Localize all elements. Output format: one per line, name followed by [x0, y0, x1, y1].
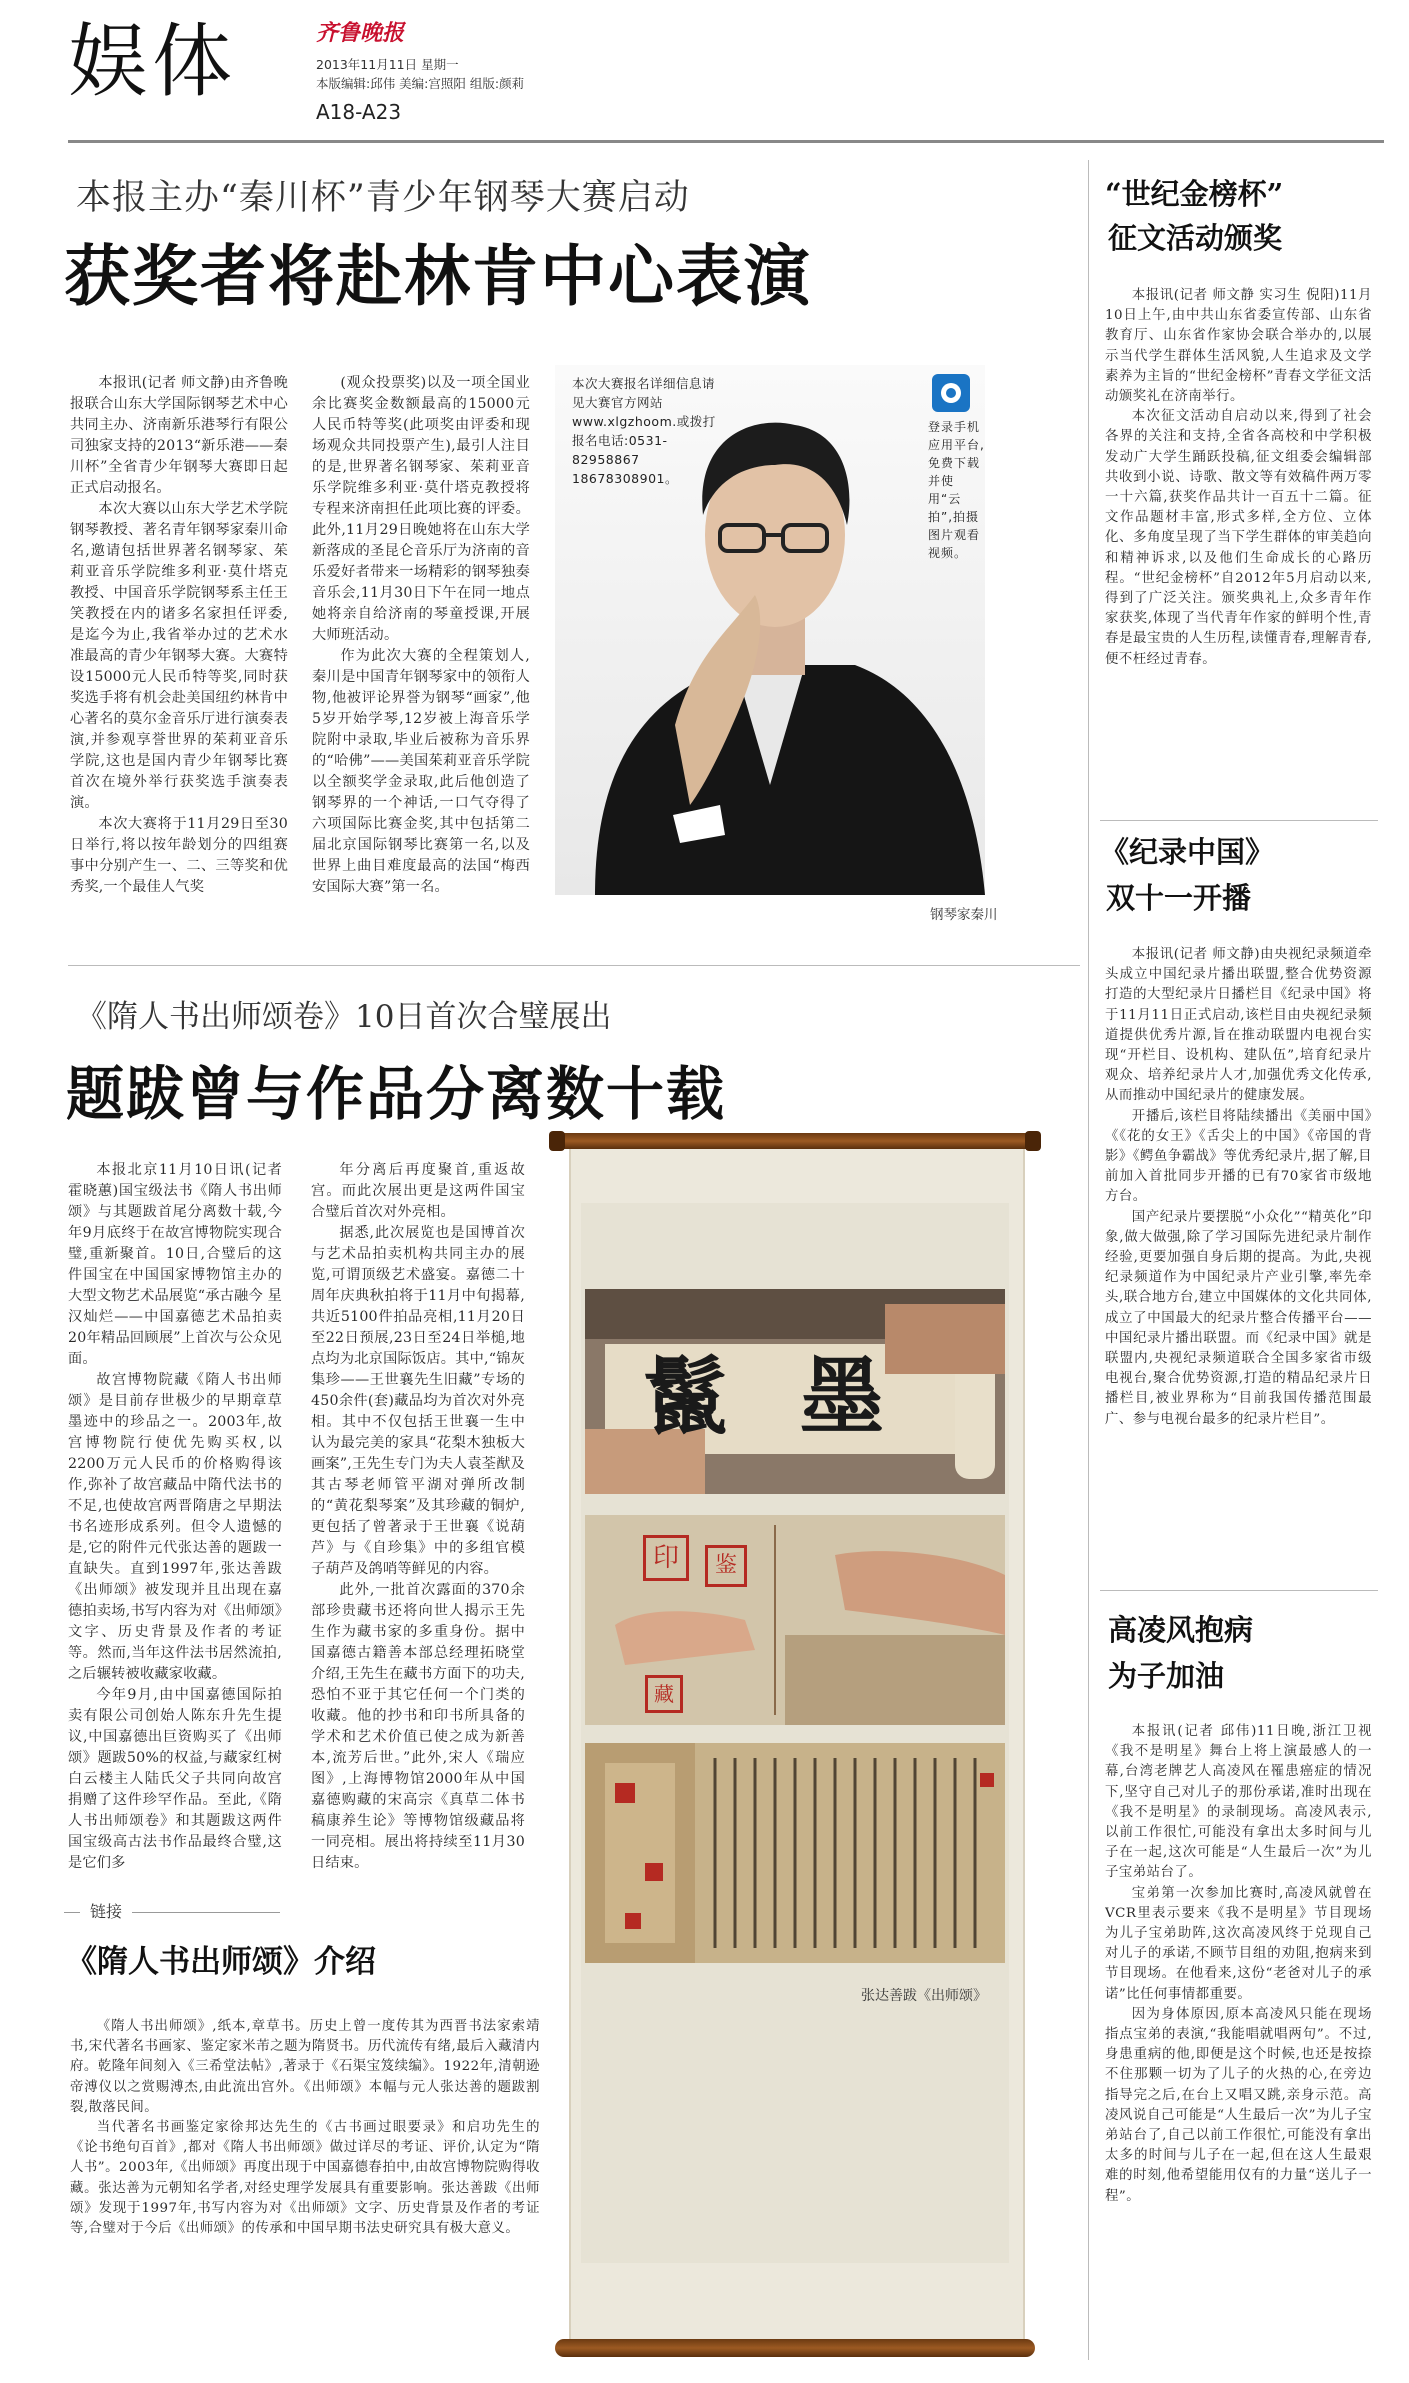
seal-mark-1: 印	[643, 1535, 689, 1581]
right-column-divider	[1088, 160, 1089, 2360]
calligraphy-para: 年分离后再度聚首,重返故宫。而此次展出更是这两件国宝合璧后首次对外亮相。	[311, 1162, 525, 1220]
editor-credits: 本版编辑:邱伟 美编:宫照阳 组版:颜莉	[316, 76, 525, 91]
sidebar-para: 《隋人书出师颂》,纸本,章草书。历史上曾一度传其为西晋书法家索靖书,宋代著名书画家、鉴定家米芾之题为隋贤书。历代流传有绪,最后入藏清内府。乾隆年间刻入《三希堂法帖》,著录于《石渠宝笈续编》。1922年,清朝逊帝溥仪以之赏赐溥杰,由此流出宫外。《出师颂》本幅与元人张达善的题跋割裂,散落民间。	[70, 2019, 540, 2115]
seal-mark-2: 鉴	[705, 1545, 747, 1587]
masthead	[0, 0, 1409, 150]
piano-column-2	[312, 373, 530, 923]
essay-para: 本报讯(记者 师文静 实习生 倪阳)11月10日上午,由中共山东省委宣传部、山东省教育厅、山东省作家协会联合举办的,以展示当代学生群体生活风貌,人生追求及文学素养为主旨的“世纪金榜杯”青春文学征文活动颁奖礼在济南举行。	[1105, 288, 1372, 405]
calligraphy-banner-photo	[585, 1289, 1005, 1494]
inscription-photo	[585, 1743, 1005, 1963]
gao-headline-2: 为子加油	[1108, 1659, 1225, 1693]
issue-date: 2013年11月11日 星期一	[316, 57, 459, 72]
docu-body	[1105, 945, 1372, 1555]
piano-para: 本次大赛将于11月29日至30日举行,将以按年龄划分的四组赛事中分别产生一、二、三等奖和优秀奖,一个最佳人气奖	[70, 816, 288, 895]
calligraphy-column-1	[68, 1160, 282, 1910]
calligraphy-para: 本报北京11月10日讯(记者 霍晓蕙)国宝级法书《隋人书出师颂》与其题跋首尾分离数十载,今年9月底终于在故宫博物院实现合璧,重新聚首。10日,合璧后的这件国宝在中国国家博物馆主办的大型文物艺术品展览“承古融今 星汉灿烂——中国嘉德艺术品拍卖20年精品回顾展”上首次与公众见面。	[68, 1162, 282, 1367]
hanging-scroll	[555, 1133, 1035, 2373]
docu-para: 开播后,该栏目将陆续播出《美丽中国》《《花的女王》《舌尖上的中国》《帝国的背影》《鳄鱼争霸战》等优秀纪录片,据了解,目前加入首批同步开播的已有70家省市级地方台。	[1105, 1108, 1372, 1205]
inscription-illustration	[585, 1743, 1005, 1963]
essay-headline-1: “世纪金榜杯”	[1105, 177, 1284, 211]
piano-para: 作为此次大赛的全程策划人,秦川是中国青年钢琴家中的领衔人物,他被评论界誉为钢琴“画家”,他5岁开始学琴,12岁被上海音乐学院附中录取,毕业后被称为音乐界的“哈佛”——美国茱莉亚音乐学院以全额奖学金录取,此后他创造了钢琴界的一个神话,一口气夺得了六项国际比赛金奖,其中包括第二届北京国际钢琴比赛第一名,以及世界上曲目难度最高的法国“梅西安国际大赛”第一名。	[312, 648, 530, 895]
calligraphy-para: 故宫博物院藏《隋人书出师颂》是目前存世极少的早期章草墨迹中的珍品之一。2003年,故宫博物院行使优先购买权,以2200万元人民币的价格购得该作,弥补了故宫藏品中隋代法书的不足,也使故宫两晋隋唐之早期法书名迹形成系列。但令人遗憾的是,它的附件元代张达善的题跋一直缺失。直到1997年,张达善跋《出师颂》被发现并且出现在嘉德拍卖场,书写内容为对《出师颂》文字、历史背景及作者的考证等。然而,当年这件法书居然流拍,之后辗转被收藏家收藏。	[68, 1372, 282, 1682]
banner-glyph-left: 鬣	[643, 1347, 728, 1446]
docu-headline-1: 《纪录中国》	[1100, 835, 1275, 869]
masthead-rule	[68, 140, 1384, 143]
calligraphy-para: 据悉,此次展览也是国博首次与艺术品拍卖机构共同主办的展览,可谓顶级艺术盛宴。嘉德二十周年庆典秋拍将于11月中旬揭幕,共近5100件拍品亮相,11月20日至22日预展,23日至24日举槌,地点均为北京国际饭店。其中,“锦灰集珍——王世襄先生旧藏”专场的450余件(套)藏品均为首次对外亮相。其中不仅包括王世襄一生中认为最完美的家具“花梨木独板大画案”,王先生专门为夫人袁荃猷及其古琴老师管平湖对弹所改制的“黄花梨琴案”及其珍藏的铜炉,更包括了曾著录于王世襄《说葫芦》与《自珍集》中的多组官模子葫芦及鸽哨等鲜见的内容。	[311, 1225, 525, 1577]
calligraphy-kicker: 《隋人书出师颂卷》10日首次合璧展出	[76, 999, 612, 1035]
gao-body	[1105, 1722, 1372, 2362]
sidebar-tag: 链接	[80, 1900, 132, 1924]
scroll-bottom-roller	[555, 2339, 1035, 2357]
calligraphy-column-2	[311, 1160, 525, 1910]
sidebar-title: 《隋人书出师颂》介绍	[66, 1944, 376, 1980]
scroll-top-roller	[555, 1133, 1035, 1149]
signup-info: 本次大赛报名详细信息请见大赛官方网站www.xlgzhoom.或拨打报名电话:0531-82958867 18678308901。	[572, 376, 716, 486]
piano-para: 本次大赛以山东大学艺术学院钢琴教授、著名青年钢琴家秦川命名,邀请包括世界著名钢琴家、茱莉亚音乐学院维多利亚·莫什塔克教授、中国音乐学院钢琴系主任王笑教授在内的诸多名家担任评委,是迄今为止,我省举办过的艺术水准最高的青少年钢琴大赛。大赛特设15000元人民币特等奖,同时获奖选手将有机会赴美国纽约林肯中心著名的莫尔金音乐厅进行演奏表演,并参观享誉世界的茱莉亚音乐学院,这也是国内青少年钢琴比赛首次在境外举行获奖选手演奏表演。	[70, 501, 288, 811]
piano-column-1	[70, 373, 288, 923]
right-rule-1	[1100, 820, 1378, 821]
right-rule-2	[1100, 1590, 1378, 1591]
banner-glyph-right: 墨	[800, 1347, 885, 1446]
scroll-caption: 张达善跋《出师颂》	[861, 1988, 987, 2004]
essay-headline-2: 征文活动颁奖	[1108, 221, 1283, 255]
section-title: 娱体	[68, 15, 236, 108]
docu-headline-2: 双十一开播	[1106, 881, 1252, 915]
cloud-camera-icon-dot	[946, 388, 956, 398]
calligraphy-headline: 题跋曾与作品分离数十载	[66, 1060, 727, 1128]
gao-para: 宝弟第一次参加比赛时,高凌风就曾在VCR里表示要来《我不是明星》节目现场为儿子宝弟助阵,这次高凌风终于兑现自己对儿子的承诺,不顾节目组的劝阻,抱病来到节目现场。在他看来,这份“老爸对儿子的承诺”比任何事情都重要。	[1105, 1885, 1372, 2002]
docu-para: 本报讯(记者 师文静)由央视纪录频道牵头成立中国纪录片播出联盟,整合优势资源打造的大型纪录片日播栏目《纪录中国》将于11月11日正式启动,该栏目由央视纪录频道提供优秀片源,旨在推动联盟内电视台实现“开栏目、设机构、建队伍”,培育纪录片观众、培养纪录片人才,加强优秀文化传承,从而推动中国纪录片的健康发展。	[1105, 947, 1372, 1104]
gao-headline-1: 高凌风抱病	[1108, 1613, 1254, 1647]
scroll-top-knob-left	[549, 1131, 565, 1151]
gao-para: 本报讯(记者 邱伟)11日晚,浙江卫视《我不是明星》舞台上将上演最感人的一幕,台湾老牌艺人高凌风在罹患癌症的情况下,坚守自己对儿子的那份承诺,准时出现在《我不是明星》的录制现场。高凌风表示,以前工作很忙,可能没有拿出太多时间与儿子在一起,这次可能是“人生最后一次”为儿子宝弟站台了。	[1105, 1724, 1372, 1881]
piano-para: 本报讯(记者 师文静)由齐鲁晚报联合山东大学国际钢琴艺术中心共同主办、济南新乐港琴行有限公司独家支持的2013“新乐港——秦川杯”全省青少年钢琴大赛即日起正式启动报名。	[70, 375, 288, 496]
piano-para: (观众投票奖)以及一项全国业余比赛奖金数额最高的15000元人民币特等奖(此项奖由评委和现场观众共同投票产生),最引人注目的是,世界著名钢琴家、茱莉亚音乐学院维多利亚·莫什塔克教授将专程来济南担任此项比赛的评委。此外,11月29日晚她将在山东大学新落成的圣昆仑音乐厅为济南的音乐爱好者带来一场精彩的钢琴独奏音乐会,11月30日下午在同一地点她将亲自给济南的琴童授课,开展大师班活动。	[312, 375, 530, 643]
piano-headline: 获奖者将赴林肯中心表演	[64, 237, 812, 315]
app-qr-badge	[932, 374, 970, 412]
gao-para: 因为身体原因,原本高凌风只能在现场指点宝弟的表演,“我能唱就唱两句”。不过,身患重病的他,即便是这个时候,也还是按捺不住那颗一切为了儿子的火热的心,在旁边指导完之后,在台上又唱又跳,亲身示范。高凌风说自己可能是“人生最后一次”为儿子宝弟站台了,自己以前工作很忙,可能没有拿出太多的时间与儿子在一起,但在这人生最艰难的时刻,他希望能用仅有的力量“送儿子一程”。	[1105, 2006, 1372, 2204]
section-rule	[68, 965, 1080, 966]
sidebar-para: 当代著名书画鉴定家徐邦达先生的《古书画过眼要录》和启功先生的《论书绝句百首》,都对《隋人书出师颂》做过详尽的考证、评价,认定为“隋人书”。2003年,《出师颂》再度出现于中国嘉德春拍中,由故宫博物院购得收藏。张达善为元朝知名学者,对经史理学发展具有重要影响。张达善跋《出师颂》发现于1997年,书写内容为对《出师颂》文字、历史背景及作者的考证等,合璧对于今后《出师颂》的传承和中国早期书法史研究具有极大意义。	[70, 2120, 540, 2237]
paper-logo: 齐鲁晚报	[316, 20, 405, 46]
calligraphy-para: 今年9月,由中国嘉德国际拍卖有限公司创始人陈东升先生提议,中国嘉德出巨资购买了《出师颂》题跋50%的权益,与藏家红树白云楼主人陆氏父子共同向故宫捐赠了这件珍罕作品。至此,《隋人书出师颂卷》和其题跋这两件国宝级高古法书作品最终合璧,这是它们多	[68, 1687, 282, 1871]
page-range: A18-A23	[316, 100, 402, 124]
essay-body	[1105, 286, 1372, 786]
app-note: 登录手机应用平台,免费下载并使用“云拍”,拍摄图片观看视频。	[928, 420, 985, 560]
scroll-top-knob-right	[1025, 1131, 1041, 1151]
docu-para: 国产纪录片要摆脱“小众化”“精英化”印象,做大做强,除了学习国际先进纪录片制作经验,更要加强自身后期的提高。为此,央视纪录频道作为中国纪录片产业引擎,率先牵头,联合地方台,建立中国媒体的文化共同体,成立了中国最大的纪录片整合传播平台——中国纪录片播出联盟。而《纪录中国》就是联盟内,央视纪录频道联合全国多家省市级电视台,聚合优势资源,打造的精品纪录片日播栏目,被业界称为“目前我国传播范围最广、参与电视台最多的纪录片栏目”。	[1105, 1209, 1372, 1427]
seal-mark-3: 藏	[645, 1675, 683, 1713]
pianist-caption: 钢琴家秦川	[930, 907, 998, 923]
essay-para: 本次征文活动自启动以来,得到了社会各界的关注和支持,全省各高校和中学积极发动广大学生踊跃投稿,征文组委会编辑部共收到小说、诗歌、散文等有效稿件两万零一十六篇,获奖作品共计一百五十二篇。征文作品题材丰富,形式多样,全方位、立体化、多角度呈现了当下学生群体的审美趋向和精神诉求,以及他们生命成长的心路历程。“世纪金榜杯”自2012年5月启动以来,得到了广泛关注。颁奖典礼上,众多青年作家获奖,体现了当代青年作家的鲜明个性,青春是最宝贵的人生历程,读懂青春,理解青春,便不枉经过青春。	[1105, 409, 1372, 667]
piano-kicker: 本报主办“秦川杯”青少年钢琴大赛启动	[76, 178, 690, 218]
sidebar-body	[70, 2017, 540, 2372]
seal-document-photo	[585, 1515, 1005, 1725]
calligraphy-para: 此外,一批首次露面的370余部珍贵藏书还将向世人揭示王先生作为藏书家的多重身份。据中国嘉德古籍善本部总经理拓晓堂介绍,王先生在藏书方面下的功夫,恐怕不亚于其它任何一个门类的收藏。他的抄书和印书所具备的学术和艺术价值已使之成为新善本,流芳后世。”此外,宋人《瑞应图》,上海博物馆2000年从中国嘉德购藏的宋高宗《真草二体书稿康养生论》等博物馆级藏品将一同亮相。展出将持续至11月30日结束。	[311, 1582, 525, 1871]
